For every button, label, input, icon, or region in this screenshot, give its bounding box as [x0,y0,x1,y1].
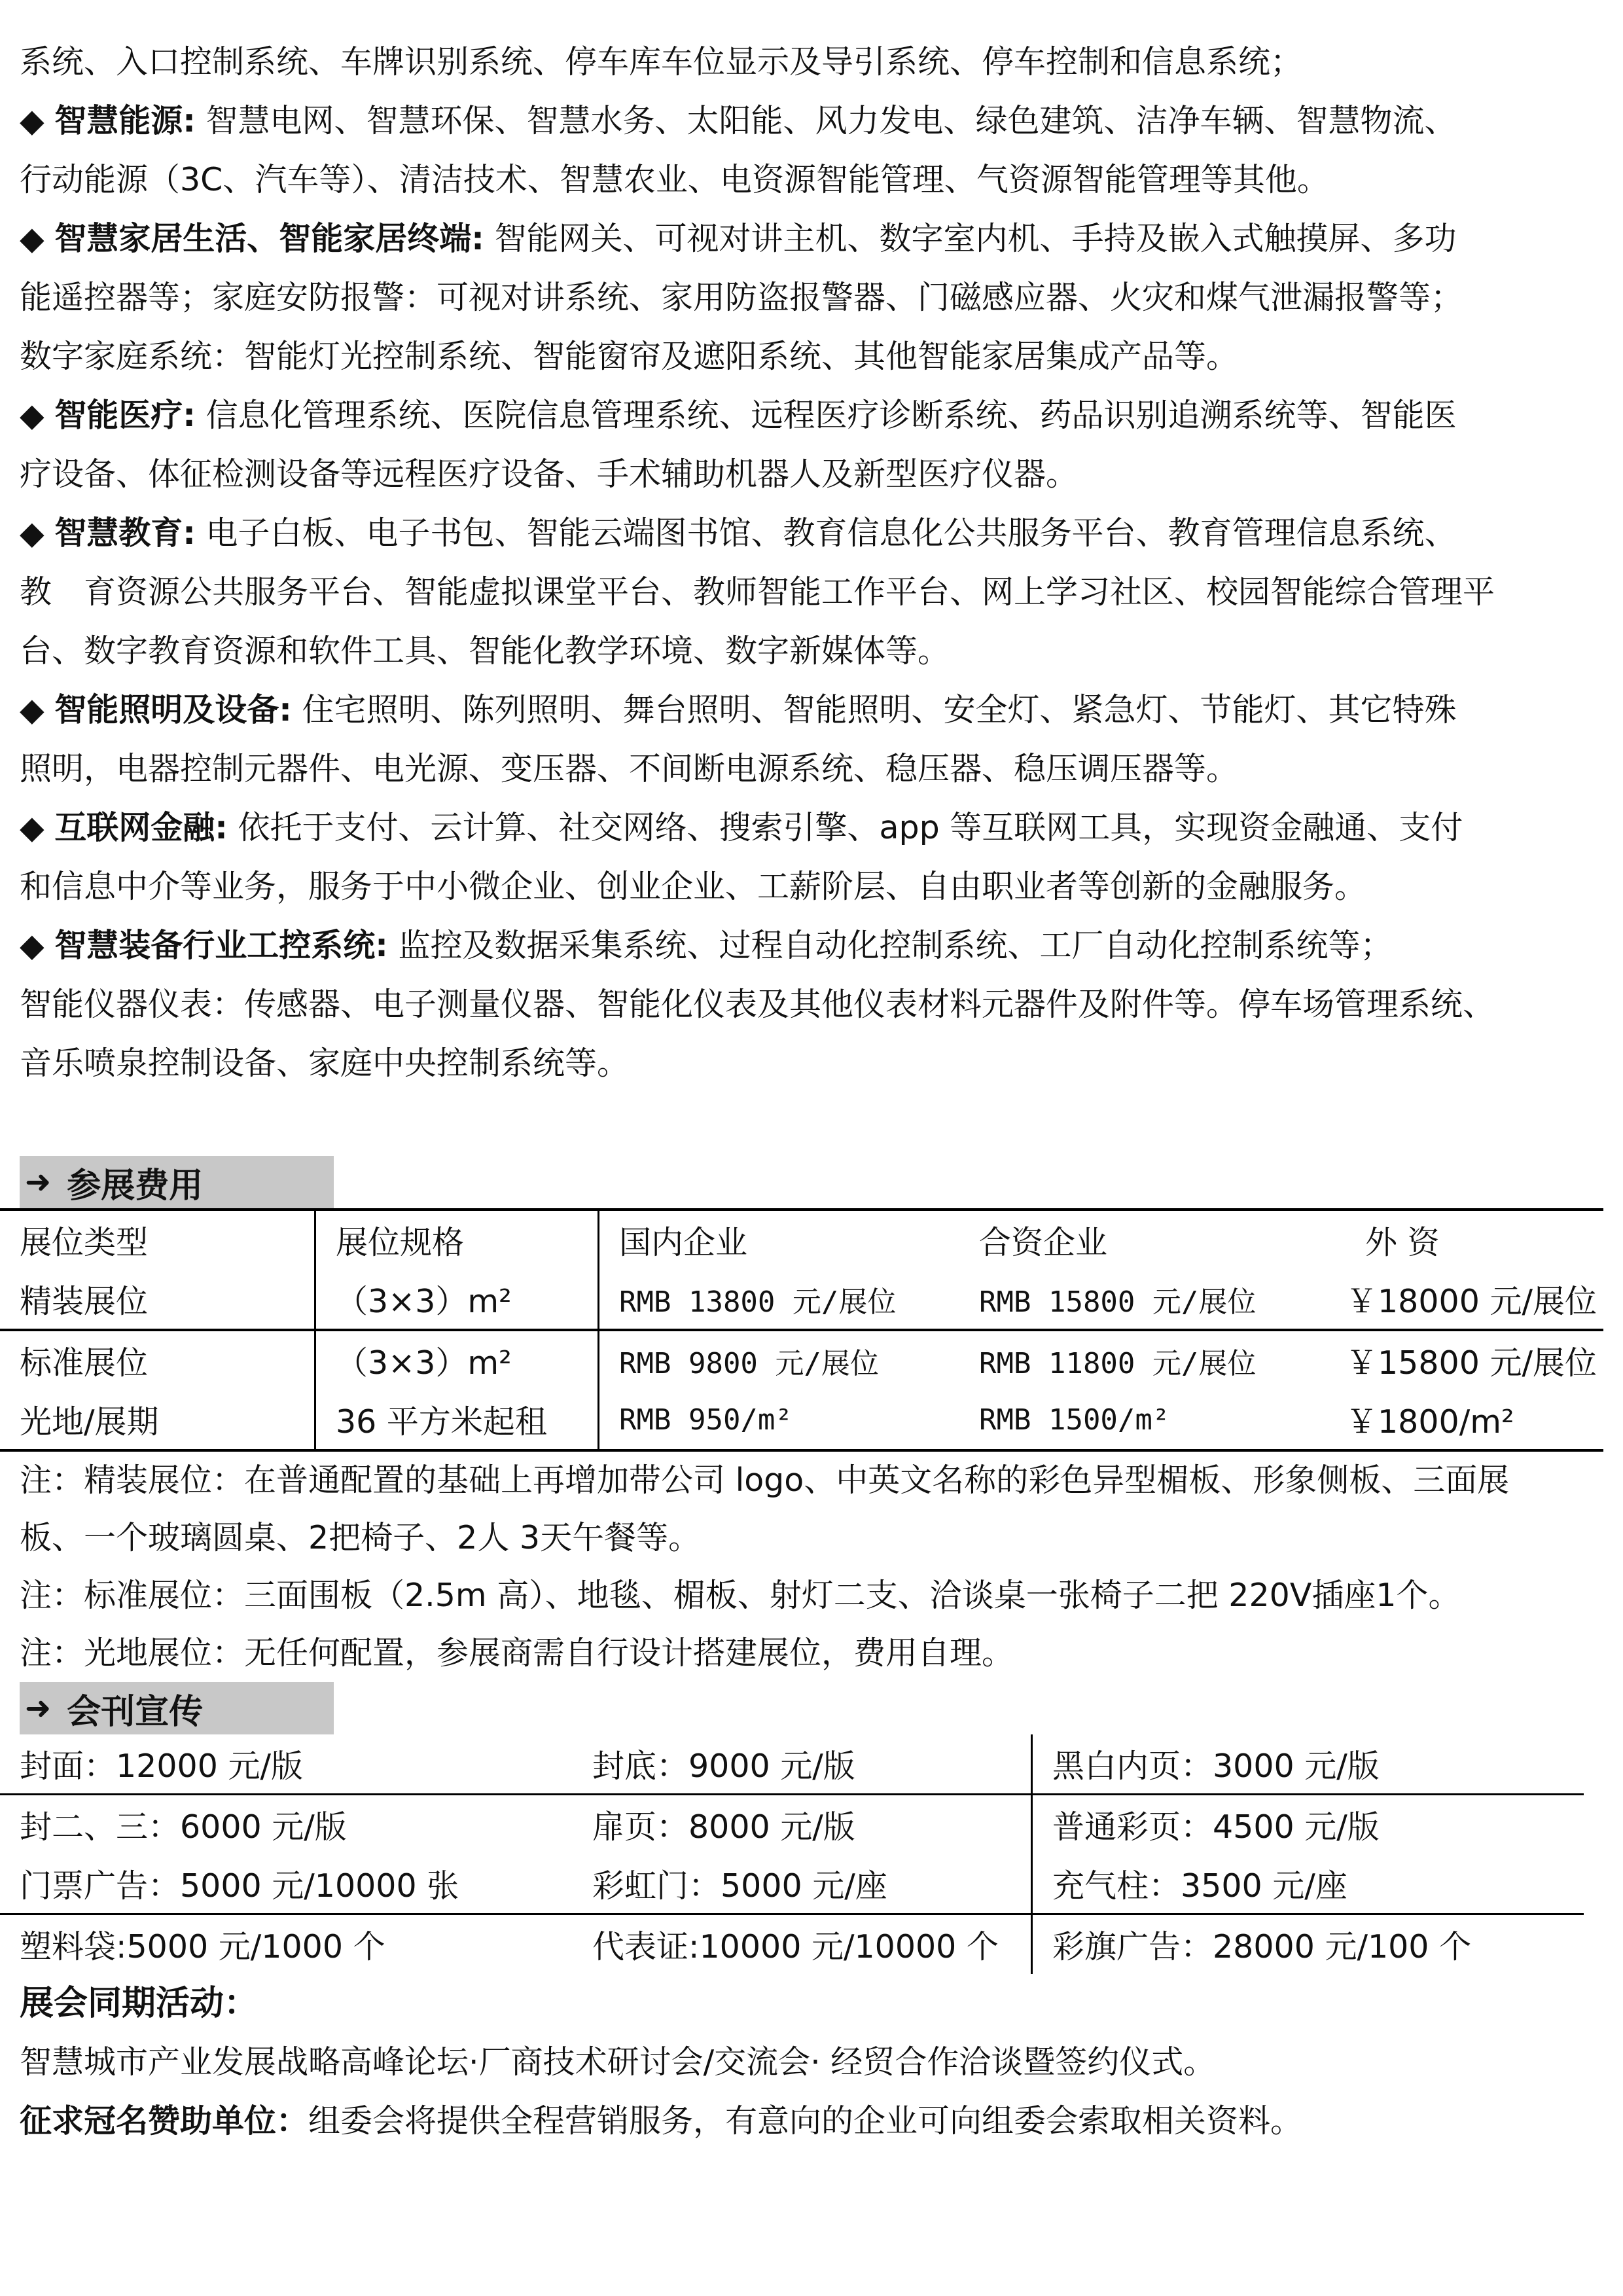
category-text: 照明，电器控制元器件、电光源、变压器、不间断电源系统、稳压器、稳压调压器等。 [20,750,1239,787]
table-cell: RMB 11800 元/展位 [979,1347,1257,1380]
fee-note: 注：标准展位：三面围板（2.5m 高）、地毯、楣板、射灯二支、洽谈桌一张椅子二把 220V插座1个。 [20,1577,1461,1614]
table-cell: ￥15800 元/展位 [1346,1344,1597,1382]
sponsor-title: 征求冠名赞助单位： [20,2102,309,2140]
table-cell: RMB 950/m² [599,1390,960,1450]
bullet-icon: ◆ [20,397,45,434]
category-industrial-control [20,916,1544,1093]
section-header-fees [20,1156,334,1208]
table-row [0,1390,1603,1450]
category-text: 智能仪器仪表：传感器、电子测量仪器、智能化仪表及其他仪表材料元器件及附件等。停车场管理系统、 [20,986,1495,1023]
table-header-cell: 外 资 [1326,1210,1603,1270]
category-text: 教 育资源公共服务平台、智能虚拟课堂平台、教师智能工作平台、网上学习社区、校园智能综合管理平 [20,573,1495,611]
table-cell: 代表证:10000 元/10000 个 [573,1914,1032,1975]
table-cell: 标准展位 [0,1330,315,1390]
category-smart-medical [20,386,1544,504]
table-cell: 门票广告：5000 元/10000 张 [0,1854,573,1914]
category-smart-home [20,209,1544,386]
table-cell: 彩旗广告：28000 元/100 个 [1052,1928,1472,1965]
section-title: 参展费用 [67,1166,204,1206]
category-text: 依托于支付、云计算、社交网络、搜索引擎、app 等互联网工具，实现资金融通、支付 [238,809,1463,846]
arrow-right-icon: ➜ [25,1690,52,1727]
table-cell: 塑料袋:5000 元/1000 个 [20,1928,385,1965]
category-text: 能遥控器等；家庭安防报警：可视对讲系统、家用防盗报警器、门磁感应器、火灾和煤气泄漏报警等； [20,279,1463,316]
bullet-icon: ◆ [20,809,45,846]
fee-note: 注：精装展位：在普通配置的基础上再增加带公司 logo、中英文名称的彩色异型楣板、形象侧板、三面展 [20,1462,1510,1499]
category-smart-lighting [20,681,1544,798]
table-cell: 黑白内页：3000 元/版 [1032,1734,1584,1795]
table-cell: 封二、三：6000 元/版 [20,1808,347,1846]
table-cell: （3×3）m² [315,1330,599,1390]
table-cell: 封底：9000 元/版 [573,1734,1032,1795]
table-cell: ￥18000 元/展位 [1326,1270,1603,1330]
table-cell: RMB 15800 元/展位 [959,1270,1326,1330]
category-title: 智慧装备行业工控系统: [54,927,388,964]
table-cell: 封面：12000 元/版 [0,1734,573,1795]
section-title: 会刊宣传 [67,1692,204,1732]
table-row [0,1270,1603,1330]
bullet-icon: ◆ [20,102,45,139]
bullet-icon: ◆ [20,927,45,964]
category-title: 智能照明及设备: [54,691,292,728]
activities-text: 智慧城市产业发展战略高峰论坛·厂商技术研讨会/交流会· 经贸合作洽谈暨签约仪式。 [20,2043,1216,2081]
intro-line: 系统、入口控制系统、车牌识别系统、停车库车位显示及导引系统、停车控制和信息系统； [20,43,1303,81]
sponsor-text: 组委会将提供全程营销服务，有意向的企业可向组委会索取相关资料。 [308,2102,1303,2140]
category-text: 疗设备、体征检测设备等远程医疗设备、手术辅助机器人及新型医疗仪器。 [20,456,1079,493]
category-smart-education [20,504,1544,681]
category-internet-finance [20,798,1544,916]
arrow-right-icon: ➜ [25,1164,52,1200]
category-text: 智慧电网、智慧环保、智慧水务、太阳能、风力发电、绿色建筑、洁净车辆、智慧物流、 [205,102,1457,139]
table-cell: 扉页：8000 元/版 [573,1795,1032,1855]
table-cell: ￥1800/m² [1326,1390,1603,1450]
table-cell: 36 平方米起租 [315,1390,599,1450]
table-cell: RMB 9800 元/展位 [619,1347,879,1380]
category-text: 智能网关、可视对讲主机、数字室内机、手持及嵌入式触摸屏、多功 [494,220,1457,257]
table-cell: （3×3）m² [315,1270,599,1330]
activities-title: 展会同期活动： [20,1984,259,2023]
category-title: 智能医疗: [54,397,196,434]
table-cell: 彩虹门：5000 元/座 [573,1854,1032,1914]
table-header-cell: 国内企业 [599,1210,960,1270]
category-text: 和信息中介等业务，服务于中小微企业、创业企业、工薪阶层、自由职业者等创新的金融服务。 [20,868,1367,905]
bullet-icon: ◆ [20,691,45,728]
table-header-cell: 展位规格 [315,1210,599,1270]
table-header-row [0,1210,1603,1270]
category-title: 智慧能源: [54,102,196,139]
category-text: 监控及数据采集系统、过程自动化控制系统、工厂自动化控制系统等； [398,927,1393,964]
category-title: 互联网金融: [54,809,228,846]
category-title: 智慧家居生活、智能家居终端: [54,220,484,257]
bullet-icon: ◆ [20,220,45,257]
category-text: 住宅照明、陈列照明、舞台照明、智能照明、安全灯、紧急灯、节能灯、其它特殊 [302,691,1457,728]
fee-note: 板、一个玻璃圆桌、2把椅子、2人 3天午餐等。 [20,1519,701,1556]
promo-table [0,1734,1584,1974]
section-header-promo [20,1682,334,1734]
category-text: 数字家庭系统：智能灯光控制系统、智能窗帘及遮阳系统、其他智能家居集成产品等。 [20,338,1239,375]
fee-note: 注：光地展位：无任何配置，参展商需自行设计搭建展位，费用自理。 [20,1634,1014,1672]
table-header-cell: 合资企业 [959,1210,1326,1270]
table-cell: 光地/展期 [0,1390,315,1450]
table-header-cell: 展位类型 [0,1210,315,1270]
category-smart-energy [20,92,1544,209]
category-text: 音乐喷泉控制设备、家庭中央控制系统等。 [20,1045,630,1082]
table-cell: 精装展位 [0,1270,315,1330]
fee-table [0,1208,1603,1452]
table-cell: RMB 13800 元/展位 [599,1270,960,1330]
table-cell: RMB 1500/m² [959,1390,1326,1450]
table-row [0,1734,1584,1795]
document-page [20,33,1597,2151]
category-text: 行动能源（3C、汽车等）、清洁技术、智慧农业、电资源智能管理、气资源智能管理等其他。 [20,161,1329,198]
table-row [0,1914,1584,1975]
category-title: 智慧教育: [54,514,196,552]
table-cell: 充气柱：3500 元/座 [1032,1854,1584,1914]
category-text: 台、数字教育资源和软件工具、智能化教学环境、数字新媒体等。 [20,632,950,670]
category-text: 电子白板、电子书包、智能云端图书馆、教育信息化公共服务平台、教育管理信息系统、 [205,514,1457,552]
table-row [0,1795,1584,1855]
table-row [0,1854,1584,1914]
bullet-icon: ◆ [20,514,45,552]
category-text: 信息化管理系统、医院信息管理系统、远程医疗诊断系统、药品识别追溯系统等、智能医 [205,397,1457,434]
table-cell: 普通彩页：4500 元/版 [1052,1808,1380,1846]
table-row [0,1330,1603,1390]
